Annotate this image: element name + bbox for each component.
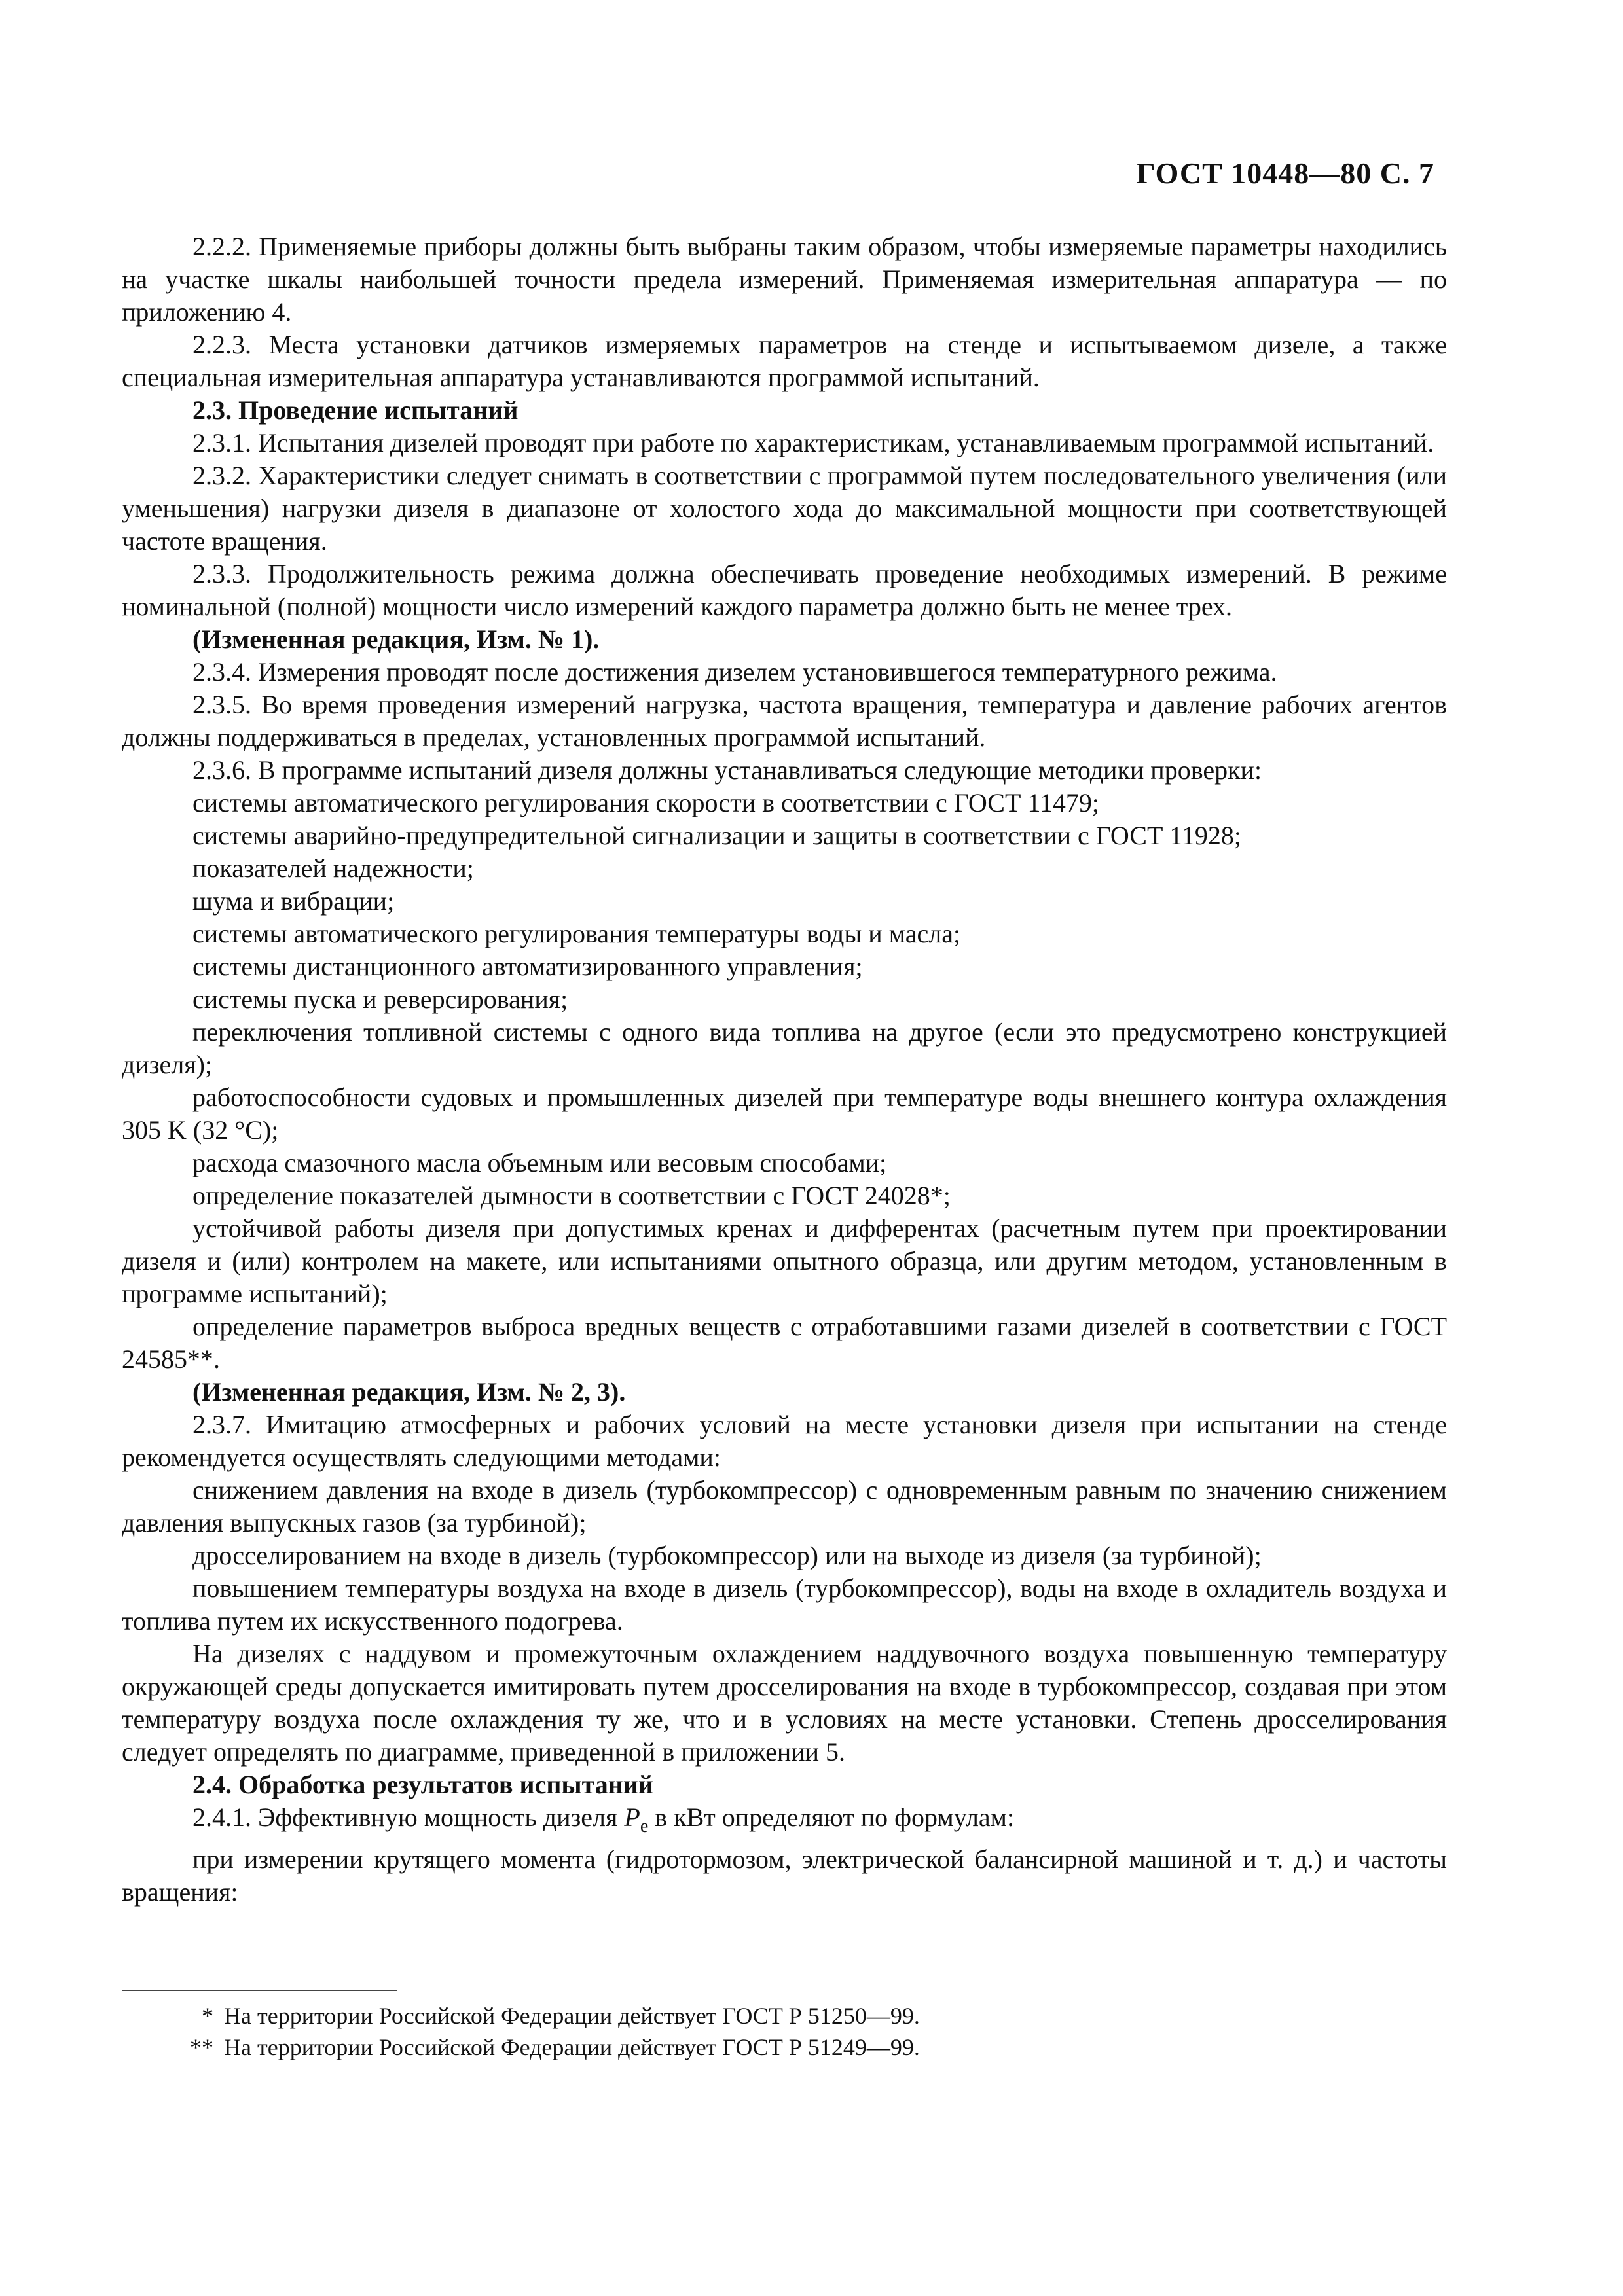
paragraph: системы пуска и реверсирования; bbox=[192, 984, 568, 1014]
formula-text-before: 2.4.1. Эффективную мощность дизеля bbox=[192, 1803, 625, 1832]
footnote-text: На территории Российской Федерации действует ГОСТ Р 51249—99. bbox=[224, 2034, 920, 2060]
paragraph: 2.2.2. Применяемые приборы должны быть выбраны таким образом, чтобы измеряемые параметры находились на участке шкалы наибольшей точности предела измерений. Применяемая измерительная аппаратура — по приложению 4. bbox=[122, 232, 1447, 327]
paragraph: 2.3.2. Характеристики следует снимать в соответствии с программой путем последовательного увеличения (или уменьшения) нагрузки дизеля в диапазоне от холостого хода до максимальной мощности при соответствующей частоте вращения. bbox=[122, 461, 1447, 556]
paragraph: шума и вибрации; bbox=[192, 886, 395, 916]
footnote-1 bbox=[122, 2001, 920, 2030]
paragraph: определение показателей дымности в соответствии с ГОСТ 24028*; bbox=[192, 1181, 951, 1210]
footnote-text: На территории Российской Федерации действует ГОСТ Р 51250—99. bbox=[224, 2003, 920, 2029]
paragraph: 2.3.7. Имитацию атмосферных и рабочих условий на месте установки дизеля при испытании на стенде рекомендуется осуществлять следующими методами: bbox=[122, 1410, 1447, 1472]
footnote-2 bbox=[122, 2033, 920, 2062]
paragraph: снижением давления на входе в дизель (турбокомпрессор) с одновременным равным по значению снижением давления выпускных газов (за турбиной); bbox=[122, 1475, 1447, 1537]
section-heading: 2.4. Обработка результатов испытаний bbox=[192, 1770, 653, 1799]
paragraph: 2.2.3. Места установки датчиков измеряемых параметров на стенде и испытываемом дизеле, а также специальная измерительная аппаратура устанавливаются программой испытаний. bbox=[122, 330, 1447, 392]
paragraph-torque: при измерении крутящего момента (гидротормозом, электрической балансирной машиной и т. д.) и частоты вращения: bbox=[122, 1844, 1447, 1907]
paragraph: дросселированием на входе в дизель (турбокомпрессор) или на выходе из дизеля (за турбиной); bbox=[192, 1541, 1262, 1570]
paragraph-2-4-1 bbox=[122, 1801, 1447, 1843]
paragraph: 2.3.5. Во время проведения измерений нагрузка, частота вращения, температура и давление рабочих агентов должны поддерживаться в пределах, установленных программой испытаний. bbox=[122, 690, 1447, 752]
paragraph: системы автоматического регулирования температуры воды и масла; bbox=[192, 919, 961, 948]
section-heading: (Измененная редакция, Изм. № 1). bbox=[192, 624, 600, 654]
paragraph: переключения топливной системы с одного вида топлива на другое (если это предусмотрено конструкцией дизеля); bbox=[122, 1017, 1447, 1079]
paragraph: 2.3.3. Продолжительность режима должна обеспечивать проведение необходимых измерений. В режиме номинальной (полной) мощности число измерений каждого параметра должно быть не менее трех. bbox=[122, 559, 1447, 621]
paragraph: работоспособности судовых и промышленных дизелей при температуре воды внешнего контура охлаждения 305 K (32 °C); bbox=[122, 1083, 1447, 1145]
paragraph: 2.3.6. В программе испытаний дизеля должны устанавливаться следующие методики проверки: bbox=[192, 755, 1262, 785]
section-heading: (Измененная редакция, Изм. № 2, 3). bbox=[192, 1377, 626, 1407]
power-subscript: e bbox=[640, 1816, 649, 1837]
paragraph: устойчивой работы дизеля при допустимых кренах и дифферентах (расчетным путем при проектировании дизеля и (или) контролем на макете, или испытаниями опытного образца, или другим методом, установленным в программе испытаний); bbox=[122, 1213, 1447, 1308]
formula-text-after: в кВт определяют по формулам: bbox=[648, 1803, 1015, 1832]
document-body bbox=[122, 230, 1447, 1909]
paragraph: повышением температуры воздуха на входе в дизель (турбокомпрессор), воды на входе в охладитель воздуха и топлива путем их искусственного подогрева. bbox=[122, 1573, 1447, 1636]
page-header: ГОСТ 10448—80 С. 7 bbox=[1136, 156, 1434, 190]
paragraph: системы автоматического регулирования скорости в соответствии с ГОСТ 11479; bbox=[192, 788, 1100, 817]
paragraph: На дизелях с наддувом и промежуточным охлаждением наддувочного воздуха повышенную температуру окружающей среды допускается имитировать путем дросселирования на входе в турбокомпрессор, создавая при этом температуру воздуха после охлаждения ту же, что и в условиях на месте установки. Степень дросселирования следует определять по диаграмме, приведенной в приложении 5. bbox=[122, 1639, 1447, 1767]
footnote-separator bbox=[122, 1990, 397, 1991]
paragraph: определение параметров выброса вредных веществ с отработавшими газами дизелей в соответствии с ГОСТ 24585**. bbox=[122, 1312, 1447, 1374]
power-symbol: P bbox=[624, 1803, 640, 1832]
paragraph: 2.3.1. Испытания дизелей проводят при работе по характеристикам, устанавливаемым программой испытаний. bbox=[192, 428, 1434, 457]
paragraph: 2.3.4. Измерения проводят после достижения дизелем установившегося температурного режима. bbox=[192, 657, 1277, 687]
section-heading: 2.3. Проведение испытаний bbox=[192, 395, 519, 425]
paragraph: системы аварийно-предупредительной сигнализации и защиты в соответствии с ГОСТ 11928; bbox=[192, 821, 1242, 850]
paragraph: показателей надежности; bbox=[192, 853, 474, 883]
footnote-mark: ** bbox=[190, 2034, 213, 2060]
paragraph: системы дистанционного автоматизированного управления; bbox=[192, 952, 863, 981]
paragraph-list bbox=[122, 230, 1447, 1801]
footnote-mark: * bbox=[202, 2003, 213, 2029]
paragraph: расхода смазочного масла объемным или весовым способами; bbox=[192, 1148, 887, 1177]
